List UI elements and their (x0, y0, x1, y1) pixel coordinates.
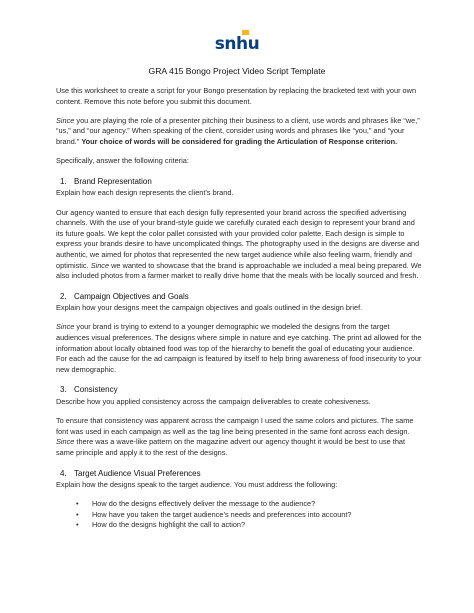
section-prompt-2: Explain how your designs meet the campaign objectives and goals outlined in the design brief. (56, 303, 363, 313)
answer-italic-word: Since (56, 437, 75, 447)
section-prompt-4: Explain how the designs speak to the target audience. You must address the following: (56, 480, 338, 490)
question-list (56, 499, 424, 531)
section-heading-text: Brand Representation (74, 176, 152, 186)
bullet-icon: • (76, 498, 79, 508)
answer-text: your brand is trying to extend to a younger demographic we modeled the designs from the target audiences visual preferences. The designs where simple in nature and eye catching. The print ad allowed for the information about locally obtained food was top of the hierarchy to benefit the goal of educating your audience. For each ad the cause for the ad campaign is featured by itself to help bring awareness of food insecurity to your new demographic. (56, 322, 422, 374)
intro-text: you are playing the role of a presenter pitching their business to a client, use words and phrases like “we,” “us,” and “our agency.” When speaking of the client, consider using words and phrases like “you,” and “your brand.” (56, 115, 420, 146)
logo-wordmark: snhu (214, 34, 260, 54)
answer-italic-word: Since (56, 322, 75, 332)
intro-paragraph-2 (56, 116, 424, 148)
section-prompt-3: Describe how you applied consistency across the campaign deliverables to create cohesiveness. (56, 397, 371, 407)
question-text: How do the designs highlight the call to action? (92, 520, 246, 530)
bullet-icon: • (76, 509, 79, 519)
section-answer-2 (56, 322, 424, 375)
section-heading-text: Target Audience Visual Preferences (74, 468, 201, 478)
section-heading-2 (56, 292, 424, 303)
document-body (56, 86, 424, 531)
answer-text: Our agency wanted to ensure that each design fully represented your brand across the specified advertising channels. With the use of your brand-style guide we carefully curated each design to represent your brand and its future goals. We kept the color pallet consisted with your provided color palette. Each design is simple to express your brands desire to have uncomplicated things. The photography used in the designs are diverse and authentic, we aimed for photos that represented the new target audience while also feeling warm, friendly and optimistic. (56, 207, 420, 270)
section-number: 2. (60, 291, 67, 301)
list-item (70, 499, 424, 510)
intro-paragraph-1: Use this worksheet to create a script for your Bongo presentation by replacing the bracketed text with your own content. Remove this note before you submit this document. (56, 86, 417, 106)
section-number: 3. (60, 385, 67, 395)
answer-text: we wanted to showcase that the brand is approachable we included a meal being prepared. We also included photos from a farmer market to really drive home that the meals with be locally sourced and fresh. (56, 260, 422, 281)
section-heading-4 (56, 469, 424, 480)
answer-text: To ensure that consistency was apparent across the campaign I used the same colors and pictures. The same font was used in each campaign as well as the tag line being presented in the same font across each design. (56, 416, 414, 436)
list-item (70, 510, 424, 521)
section-heading-1 (56, 177, 424, 188)
section-number: 4. (60, 468, 67, 478)
section-prompt-1: Explain how each design represents the client’s brand. (56, 188, 234, 198)
section-heading-text: Consistency (74, 385, 118, 395)
answer-text: there was a wave-like pattern on the magazine advert our agency thought it would be best to use that same principle and apply it to the rest of the designs. (56, 437, 406, 457)
grading-note: Your choice of words will be considered for grading the Articulation of Response criterion. (81, 136, 398, 146)
answer-italic-word: Since (90, 260, 110, 270)
list-item (70, 520, 424, 531)
section-heading-text: Campaign Objectives and Goals (74, 291, 189, 301)
page-title: GRA 415 Bongo Project Video Script Template (148, 66, 326, 76)
question-text: How do the designs effectively deliver the message to the audience? (92, 498, 316, 508)
bullet-icon: • (76, 520, 79, 530)
question-text: How have you taken the target audience’s needs and preferences into account? (92, 509, 352, 519)
section-answer-1 (56, 208, 424, 282)
intro-italic-word: Since (56, 115, 75, 125)
intro-paragraph-3: Specifically, answer the following criteria: (56, 156, 189, 166)
section-heading-3 (56, 385, 424, 396)
section-number: 1. (60, 176, 67, 186)
section-answer-3 (56, 416, 424, 458)
snhu-logo (211, 30, 263, 60)
